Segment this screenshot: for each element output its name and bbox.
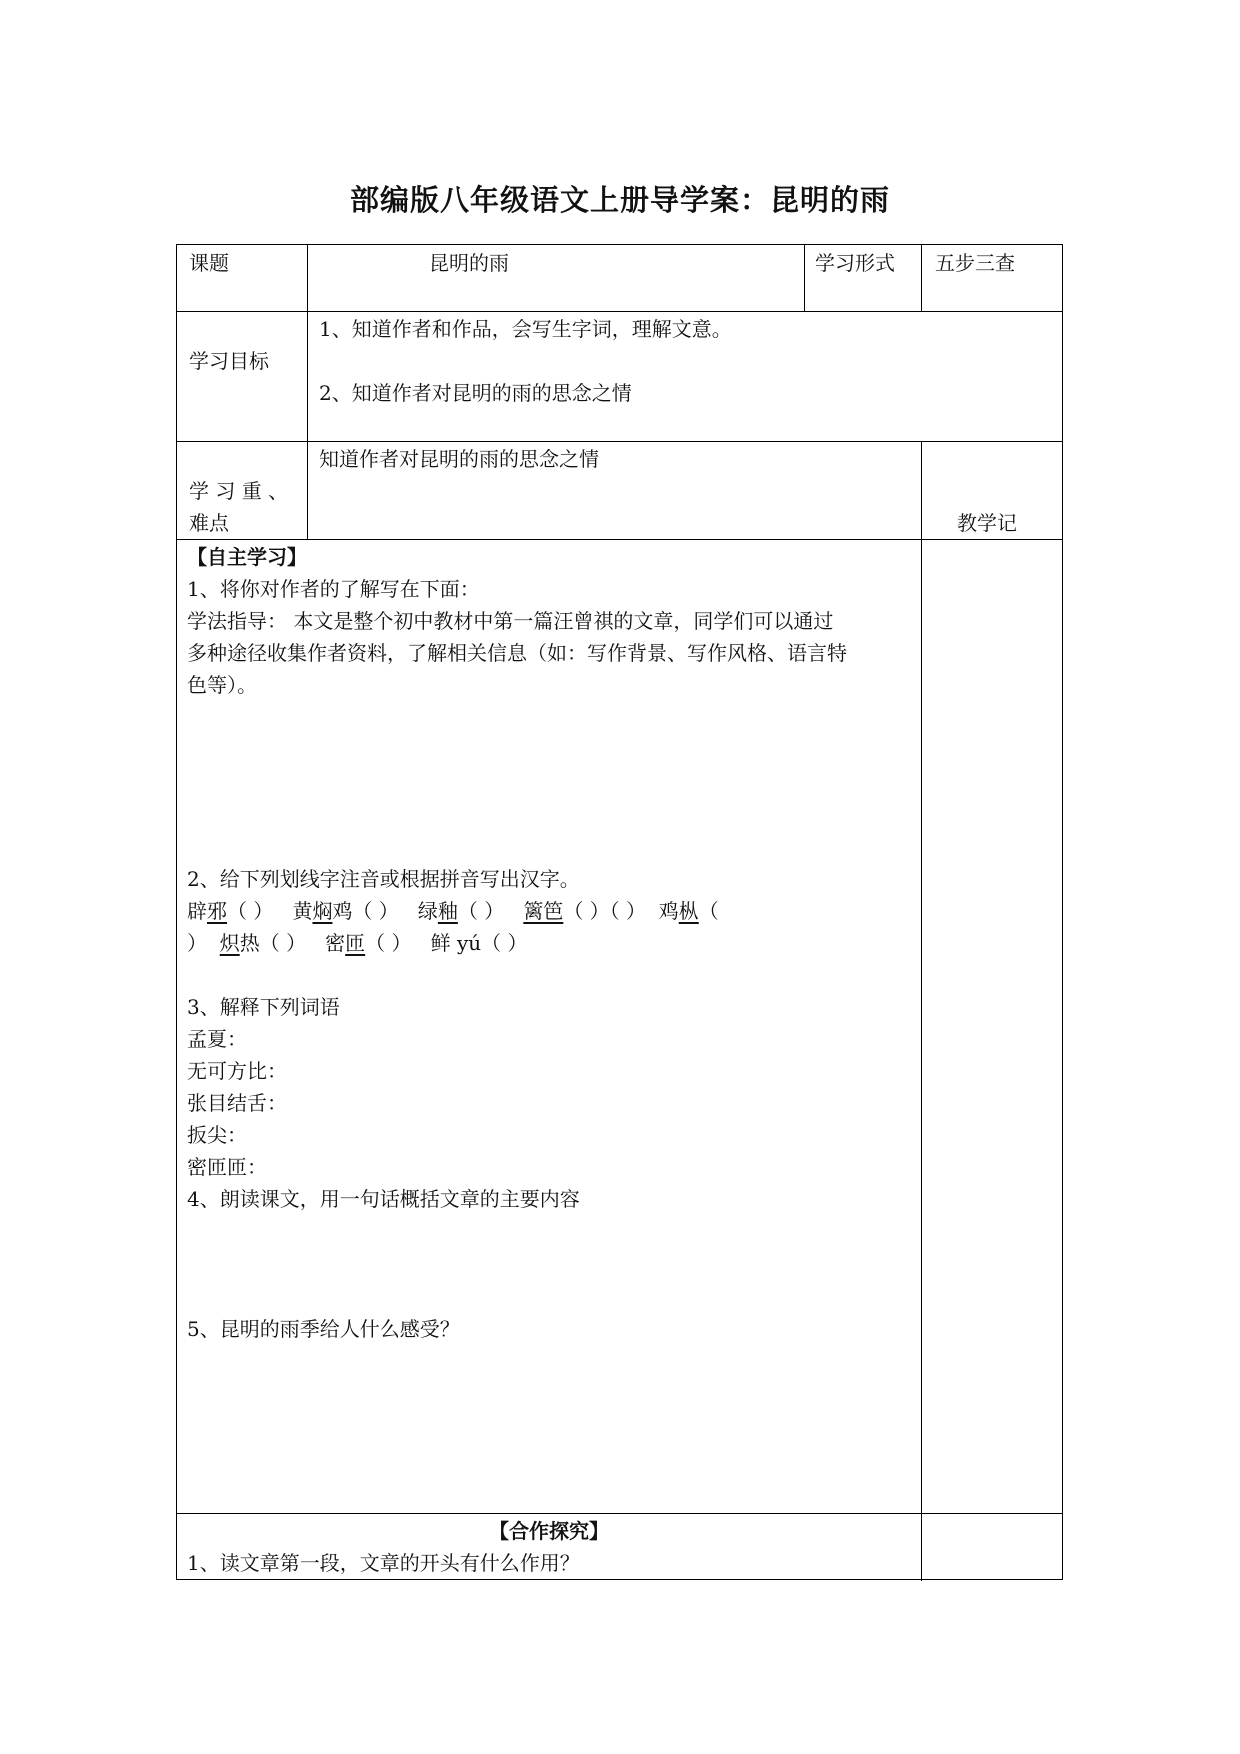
- row-divider: [177, 311, 1063, 312]
- study-guide-line: 学法指导： 本文是整个初中教材中第一篇汪曾祺的文章，同学们可以通过: [187, 609, 834, 633]
- self-study-heading: 【自主学习】: [187, 545, 307, 569]
- goal-item: 2、知道作者对昆明的雨的思念之情: [319, 381, 632, 405]
- underlined-char: 邪: [207, 899, 227, 923]
- underlined-char: 篱笆: [523, 899, 564, 923]
- question-2: 2、给下列划线字注音或根据拼音写出汉字。: [187, 867, 580, 891]
- row-divider: [177, 1513, 1063, 1514]
- lesson-table: [176, 244, 1063, 1580]
- focus-label-line2: 难点: [189, 511, 229, 535]
- term-item: 无可方比：: [187, 1059, 287, 1083]
- col-divider: [921, 441, 922, 1581]
- question-1: 1、将你对作者的了解写在下面：: [187, 577, 480, 601]
- underlined-char: 匝: [345, 931, 366, 955]
- focus-label-line1: 学 习 重 、: [189, 479, 289, 503]
- form-value: 五步三查: [935, 251, 1015, 275]
- term-item: 张目结舌：: [187, 1091, 287, 1115]
- topic-label: 课题: [189, 251, 229, 275]
- underlined-char: 焖: [312, 899, 333, 923]
- study-guide-line: 色等）。: [187, 673, 257, 697]
- underlined-char: 炽: [219, 931, 240, 955]
- col-divider: [804, 245, 805, 312]
- form-label: 学习形式: [815, 251, 895, 275]
- notes-label: 教学记: [957, 511, 1017, 535]
- pinyin-line-2: ） 炽热（ ） 密匝（ ） 鲜 yú（ ）: [187, 931, 528, 955]
- pinyin-line-1: 辟邪（ ） 黄焖鸡（ ） 绿釉（ ） 篱笆（ ）（ ） 鸡枞（: [187, 899, 719, 923]
- term-item: 密匝匝：: [187, 1155, 267, 1179]
- term-item: 孟夏：: [187, 1027, 247, 1051]
- row-divider: [177, 441, 1063, 442]
- focus-value: 知道作者对昆明的雨的思念之情: [319, 447, 599, 471]
- underlined-char: 釉: [437, 899, 458, 923]
- underlined-char: 枞: [678, 899, 699, 923]
- row-divider: [177, 539, 1063, 540]
- page-title: 部编版八年级语文上册导学案：昆明的雨: [349, 183, 890, 217]
- question-3: 3、解释下列词语: [187, 995, 340, 1019]
- topic-value: 昆明的雨: [429, 251, 509, 275]
- col-divider: [921, 245, 922, 312]
- cooperation-heading: 【合作探究】: [489, 1519, 609, 1543]
- study-guide-line: 多种途径收集作者资料，了解相关信息（如：写作背景、写作风格、语言特: [187, 641, 847, 665]
- term-item: 扳尖：: [187, 1123, 247, 1147]
- col-divider: [307, 245, 308, 540]
- goal-item: 1、知道作者和作品，会写生字词，理解文意。: [319, 317, 732, 341]
- question-5: 5、昆明的雨季给人什么感受？: [187, 1317, 460, 1341]
- cooperation-question-1: 1、读文章第一段，文章的开头有什么作用？: [187, 1551, 580, 1575]
- question-4: 4、朗读课文，用一句话概括文章的主要内容: [187, 1187, 580, 1211]
- goals-label: 学习目标: [189, 349, 269, 373]
